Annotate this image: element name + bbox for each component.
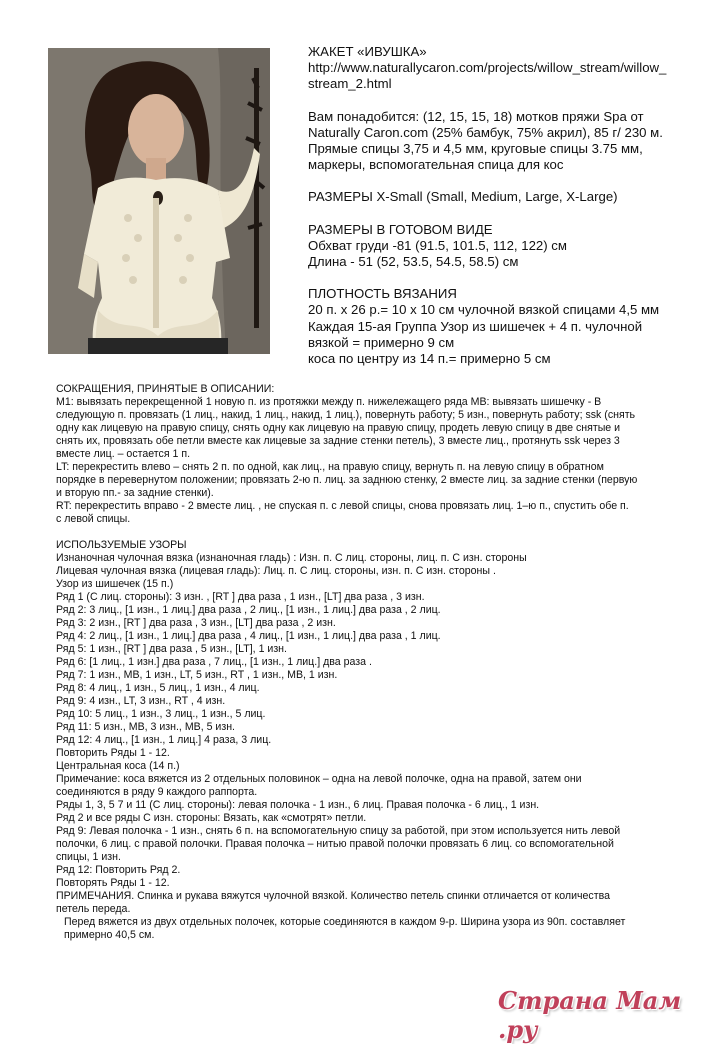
pattern-line: Ряд 12: Повторить Ряд 2. [56, 864, 181, 876]
finished-size-line: Длина - 51 (52, 53.5, 54.5, 58.5) см [308, 254, 519, 270]
closing-note [56, 916, 696, 942]
pattern-line: Ряд 8: 4 лиц., 1 изн., 5 лиц., 1 изн., 4 лиц. [56, 682, 260, 694]
materials-line: Naturally Caron.com (25% бамбук, 75% акрил), 85 г/ 230 м. [308, 124, 663, 140]
pattern-line: Ряд 4: 2 лиц., [1 изн., 1 лиц.] два раза , 4 лиц., [1 изн., 1 лиц.] два раза , 1 лиц. [56, 630, 441, 642]
materials-line: маркеры, вспомогательная спица для кос [308, 157, 564, 173]
materials-line: Вам понадобится: (12, 15, 15, 18) мотков пряжи Spa от [308, 108, 644, 124]
pattern-title: ЖАКЕТ «ИВУШКА» [308, 44, 427, 59]
pattern-line: спицы, 1 изн. [56, 851, 121, 863]
sizes-line: РАЗМЕРЫ X-Small (Small, Medium, Large, X-Large) [308, 189, 618, 205]
abbreviation-line: RT: перекрестить вправо - 2 вместе лиц. , не спуская п. с левой спицы, снова провязать лиц. 1–ю п., спустить обе п. [56, 500, 629, 512]
pattern-line: Ряд 12: 4 лиц., [1 изн., 1 лиц.] 4 раза, 3 лиц. [56, 734, 272, 746]
abbreviation-line: M1: вывязать перекрещенной 1 новую п. из протяжки между п. нижележащего ряда MB: вывязать шишечку - В [56, 396, 602, 408]
pattern-line: Центральная коса (14 п.) [56, 760, 180, 772]
pattern-line: Ряд 5: 1 изн., [RT ] два раза , 5 изн., [LT], 1 изн. [56, 643, 287, 655]
pattern-line: петель переда. [56, 903, 131, 915]
model-photo [48, 48, 270, 354]
gauge-line: коса по центру из 14 п.= примерно 5 см [308, 351, 551, 367]
pattern-line: Ряд 10: 5 лиц., 1 изн., 3 лиц., 1 изн., 5 лиц. [56, 708, 266, 720]
pattern-line: Лицевая чулочная вязка (лицевая гладь): Лиц. п. С лиц. стороны, изн. п. С изн. стороны . [56, 565, 496, 577]
pattern-line: Изнаночная чулочная вязка (изнаночная гладь) : Изн. п. С лиц. стороны, лиц. п. С изн. стороны [56, 552, 527, 564]
patterns-section [56, 539, 696, 916]
finished-size-line: Обхват груди -81 (91.5, 101.5, 112, 122) см [308, 237, 567, 253]
pattern-line: Ряд 11: 5 изн., MB, 3 изн., MB, 5 изн. [56, 721, 235, 733]
closing-line: примерно 40,5 см. [64, 929, 155, 941]
abbreviations-section [56, 383, 696, 526]
source-url-cont[interactable]: stream_2.html [308, 76, 392, 92]
pattern-line: Ряд 3: 2 изн., [RT ] два раза , 3 изн., [LT] два раза , 2 изн. [56, 617, 336, 629]
pattern-line: Узор из шишечек (15 п.) [56, 578, 174, 590]
woman-in-cream-jacket-image [48, 48, 270, 354]
instructions-body [56, 383, 696, 942]
pattern-line: Ряд 6: [1 лиц., 1 изн.] два раза , 7 лиц., [1 изн., 1 лиц.] два раза . [56, 656, 372, 668]
abbreviation-line: СОКРАЩЕНИЯ, ПРИНЯТЫЕ В ОПИСАНИИ: [56, 383, 275, 395]
pattern-line: Ряды 1, 3, 5 7 и 11 (С лиц. стороны): левая полочка - 1 изн., 6 лиц. Правая полочка - 6 лиц., 1 изн. [56, 799, 540, 811]
pattern-line: Ряд 2: 3 лиц., [1 изн., 1 лиц.] два раза , 2 лиц., [1 изн., 1 лиц.] два раза , 2 лиц. [56, 604, 441, 616]
materials-line: Прямые спицы 3,75 и 4,5 мм, круговые спицы 3.75 мм, [308, 141, 643, 157]
pattern-line: Ряд 2 и все ряды С изн. стороны: Вязать, как «смотрят» петли. [56, 812, 367, 824]
abbreviation-line: порядке в перевернутом положении; провязать 2-ю п. лиц. за заднюю стенку, 2 вместе лиц. за задние стенки (первую [56, 474, 638, 486]
gauge-heading: ПЛОТНОСТЬ ВЯЗАНИЯ [308, 286, 457, 302]
pattern-line: полочки, 6 лиц. с правой полочки. Правая полочка – нитью правой полочки провязать 6 лиц. со вспомогательной [56, 838, 614, 850]
pattern-line: Ряд 9: Левая полочка - 1 изн., снять 6 п. на вспомогательную спицу за работой, при этом используется нить левой [56, 825, 621, 837]
abbreviation-line: и вторую пп.- за задние стенки). [56, 487, 214, 499]
abbreviation-line: следующую п. провязать (1 лиц., накид, 1 лиц., накид, 1 лиц.), повернуть работу; 5 изн., повернуть работу; ssk (снять [56, 409, 636, 421]
abbreviation-line: вместе лиц. – остается 1 п. [56, 448, 191, 460]
gauge-line: Каждая 15-ая Группа Узор из шишечек + 4 п. чулочной [308, 318, 643, 334]
abbreviation-line: LT: перекрестить влево – снять 2 п. по одной, как лиц., на правую спицу, вернуть п. на левую спицу в обратном [56, 461, 604, 473]
site-watermark: Страна Мам .ру [498, 986, 682, 1044]
abbreviation-line: с левой спицы. [56, 513, 131, 525]
abbreviation-line: одну как лицевую на правую спицу, снять одну как лицевую на правую спицу, продеть левую спицу в две снятые и [56, 422, 621, 434]
gauge-line: 20 п. х 26 р.= 10 х 10 см чулочной вязкой спицами 4,5 мм [308, 302, 660, 318]
pattern-line: ИСПОЛЬЗУЕМЫЕ УЗОРЫ [56, 539, 187, 551]
pattern-line: ПРИМЕЧАНИЯ. Спинка и рукава вяжутся чулочной вязкой. Количество петель спинки отличается от количества [56, 890, 610, 902]
pattern-line: соединяются в ряду 9 каждого раппорта. [56, 786, 258, 798]
gauge-line: вязкой = примерно 9 см [308, 334, 455, 350]
pattern-line: Ряд 7: 1 изн., MB, 1 изн., LT, 5 изн., RT , 1 изн., MB, 1 изн. [56, 669, 338, 681]
pattern-line: Повторять Ряды 1 - 12. [56, 877, 170, 889]
header-block [308, 44, 708, 367]
finished-sizes-heading: РАЗМЕРЫ В ГОТОВОМ ВИДЕ [308, 221, 493, 237]
pattern-line: Повторить Ряды 1 - 12. [56, 747, 170, 759]
closing-line: Перед вяжется из двух отдельных полочек, которые соединяются в каждом 9-р. Ширина узора из 90п. составляет [64, 916, 626, 928]
pattern-line: Ряд 9: 4 изн., LT, 3 изн., RT , 4 изн. [56, 695, 226, 707]
abbreviation-line: снять их, провязать обе петли вместе как лицевые за задние стенки петель), 3 вместе лиц., протянуть ssk через 3 [56, 435, 620, 447]
pattern-line: Примечание: коса вяжется из 2 отдельных половинок – одна на левой полочке, одна на правой, затем они [56, 773, 582, 785]
source-url[interactable]: http://www.naturallycaron.com/projects/willow_stream/willow_ [308, 60, 667, 76]
pattern-line: Ряд 1 (С лиц. стороны): 3 изн. , [RT ] два раза , 1 изн., [LT] два раза , 3 изн. [56, 591, 425, 603]
